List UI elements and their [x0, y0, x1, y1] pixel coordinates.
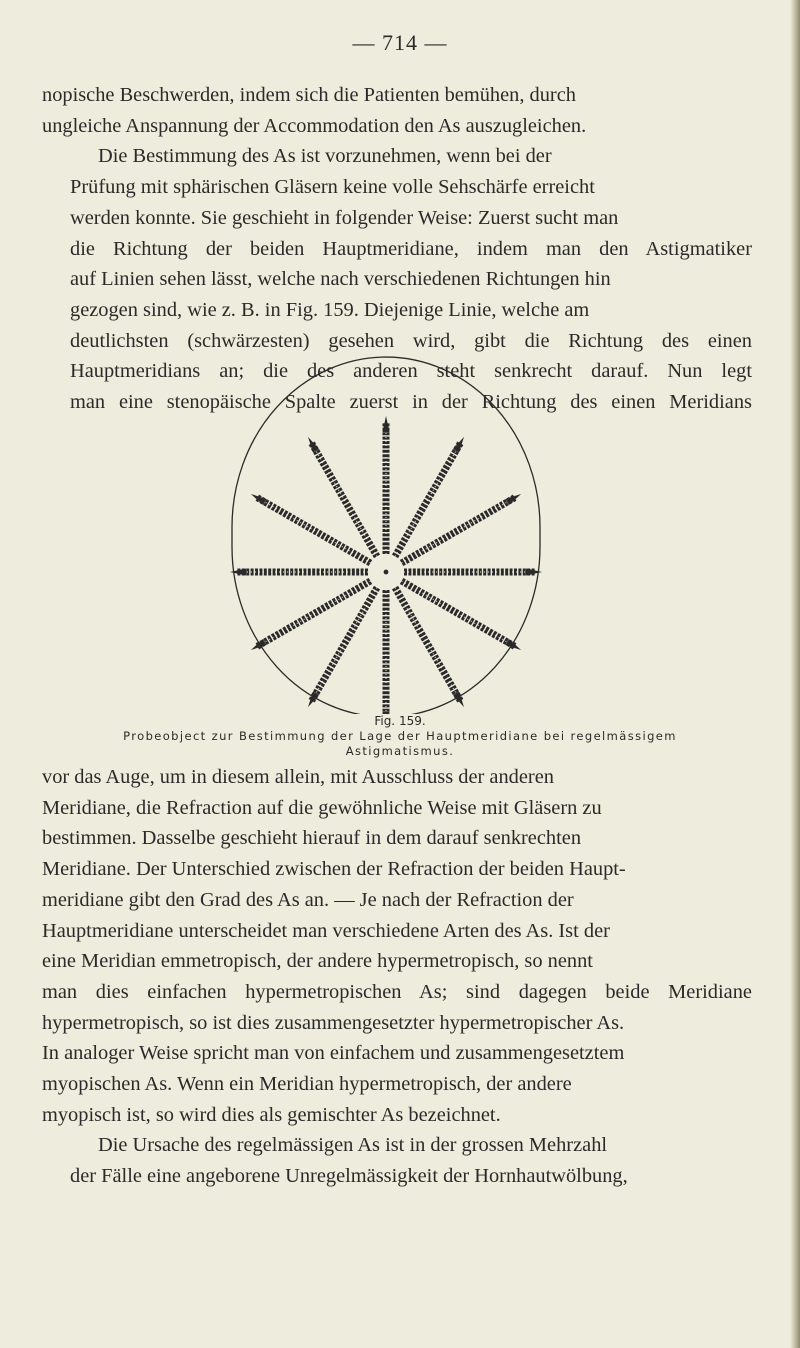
ray-0: [383, 416, 390, 554]
text-line: die Richtung der beiden Hauptmeridiane, indem man den Astigmatiker: [70, 237, 752, 260]
text-line: hypermetropisch, so ist dies zusammengesetzter hypermetropischer As.: [42, 1011, 625, 1034]
text-line: Die Bestimmung des As ist vorzunehmen, wenn bei der: [98, 145, 552, 168]
text-line: bestimmen. Dasselbe geschieht hierauf in dem darauf senkrechten: [42, 827, 582, 850]
figure-number: Fig. 159.: [374, 714, 426, 728]
page-edge-shadow: [790, 0, 800, 1348]
paragraph-3: [42, 762, 752, 1130]
text-line: Meridiane, die Refraction auf die gewöhnliche Weise mit Gläsern zu: [42, 796, 602, 819]
paragraph-4: [42, 1130, 752, 1191]
text-line: werden konnte. Sie geschieht in folgender Weise: Zuerst sucht man: [70, 206, 619, 229]
text-line: ungleiche Anspannung der Accommodation den As auszugleichen.: [42, 114, 587, 137]
figure-caption-line-1: Probeobject zur Bestimmung der Lage der Hauptmeridiane bei regelmässigem: [123, 729, 677, 743]
ray-1: [395, 437, 464, 557]
ray-9: [230, 569, 368, 576]
text-line: deutlichsten (schwärzesten) gesehen wird, gibt die Richtung des einen: [70, 329, 752, 352]
ray-5: [395, 588, 464, 708]
center-dot: [384, 570, 389, 575]
page-number: — 714 —: [352, 30, 448, 55]
text-line: man eine stenopäische Spalte zuerst in der Richtung des einen Meridians: [70, 391, 752, 414]
text-line: Hauptmeridiane unterscheidet man verschiedene Arten des As. Ist der: [42, 919, 610, 942]
text-line: man dies einfachen hypermetropischen As; sind dagegen beide Meridiane: [42, 980, 752, 1003]
ray-3: [404, 569, 542, 576]
text-line: Meridiane. Der Unterschied zwischen der Refraction der beiden Haupt-: [42, 858, 626, 881]
text-line: meridiane gibt den Grad des As an. — Je nach der Refraction der: [42, 888, 574, 911]
ray-10: [251, 494, 371, 563]
text-line: myopischen As. Wenn ein Meridian hypermetropisch, der andere: [42, 1073, 572, 1096]
figure-caption: [50, 729, 750, 759]
text-line: Prüfung mit sphärischen Gläsern keine volle Sehschärfe erreicht: [70, 176, 595, 199]
ray-7: [308, 588, 377, 708]
ray-11: [308, 437, 377, 557]
ray-2: [402, 494, 522, 563]
ray-6: [383, 590, 390, 714]
text-line: Die Ursache des regelmässigen As ist in der grossen Mehrzahl: [98, 1134, 608, 1157]
figure-caption-line-2: Astigmatismus.: [345, 744, 455, 758]
text-line: eine Meridian emmetropisch, der andere hypermetropisch, so nennt: [42, 950, 593, 973]
text-block-bottom: [42, 762, 752, 1192]
text-line: vor das Auge, um in diesem allein, mit Ausschluss der anderen: [42, 766, 554, 788]
ray-8: [251, 581, 371, 650]
text-line: der Fälle eine angeborene Unregelmässigkeit der Hornhautwölbung,: [70, 1165, 628, 1188]
text-line: In analoger Weise spricht man von einfachem und zusammengesetztem: [42, 1042, 625, 1065]
ray-pattern: [230, 416, 542, 714]
ray-4: [402, 581, 522, 650]
text-line: auf Linien sehen lässt, welche nach verschiedenen Richtungen hin: [70, 268, 611, 291]
astigmatism-test-figure: [226, 352, 546, 714]
text-line: myopisch ist, so wird dies als gemischter As bezeichnet.: [42, 1103, 501, 1126]
text-line: nopische Beschwerden, indem sich die Patienten bemühen, durch: [42, 84, 576, 106]
paragraph-1: [42, 80, 752, 141]
text-line: Hauptmeridians an; die des anderen steht senkrecht darauf. Nun legt: [70, 360, 752, 383]
text-line: gezogen sind, wie z. B. in Fig. 159. Diejenige Linie, welche am: [70, 298, 590, 321]
